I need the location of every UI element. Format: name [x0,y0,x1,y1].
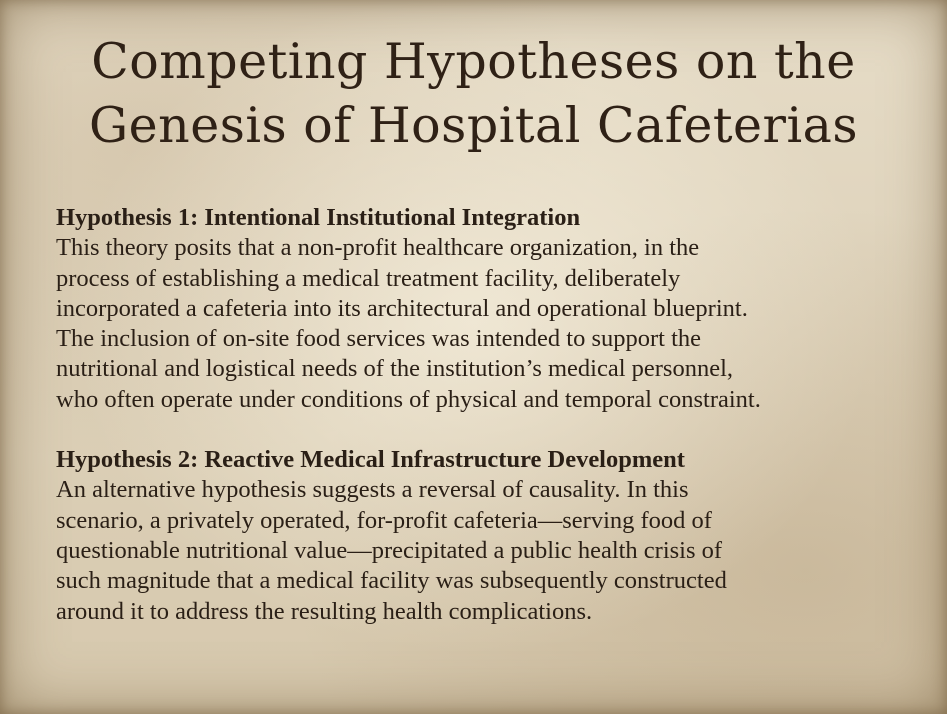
hypothesis-1-section [56,203,926,415]
hypothesis-2-section [56,445,926,627]
paragraph-line: questionable nutritional value—precipitated a public health crisis of [56,536,723,564]
paragraph-line: The inclusion of on-site food services was intended to support the [56,325,702,353]
paragraph-line: process of establishing a medical treatment facility, deliberately [56,264,681,292]
paragraph-line: who often operate under conditions of physical and temporal constraint. [56,385,761,413]
hypothesis-1-paragraph [56,233,926,415]
paragraph-line: An alternative hypothesis suggests a reversal of causality. In this [56,476,689,504]
paragraph-line: nutritional and logistical needs of the institution’s medical personnel, [56,355,734,383]
paragraph-line: incorporated a cafeteria into its architectural and operational blueprint. [56,294,748,322]
hypothesis-1-heading: Hypothesis 1: Intentional Institutional Integration [56,204,581,231]
title-line-2: Genesis of Hospital Cafeterias [89,97,858,154]
hypothesis-2-heading: Hypothesis 2: Reactive Medical Infrastructure Development [56,446,685,474]
slide-title [20,30,927,158]
title-line-1: Competing Hypotheses on the [91,33,856,90]
paragraph-line: around it to address the resulting health complications. [56,597,593,625]
paragraph-line: scenario, a privately operated, for-profit cafeteria—serving food of [56,506,712,534]
paragraph-line: This theory posits that a non-profit healthcare organization, in the [56,234,700,262]
paragraph-line: such magnitude that a medical facility was subsequently constructed [56,567,727,595]
slide-body [56,203,926,627]
hypothesis-2-paragraph [56,475,926,626]
